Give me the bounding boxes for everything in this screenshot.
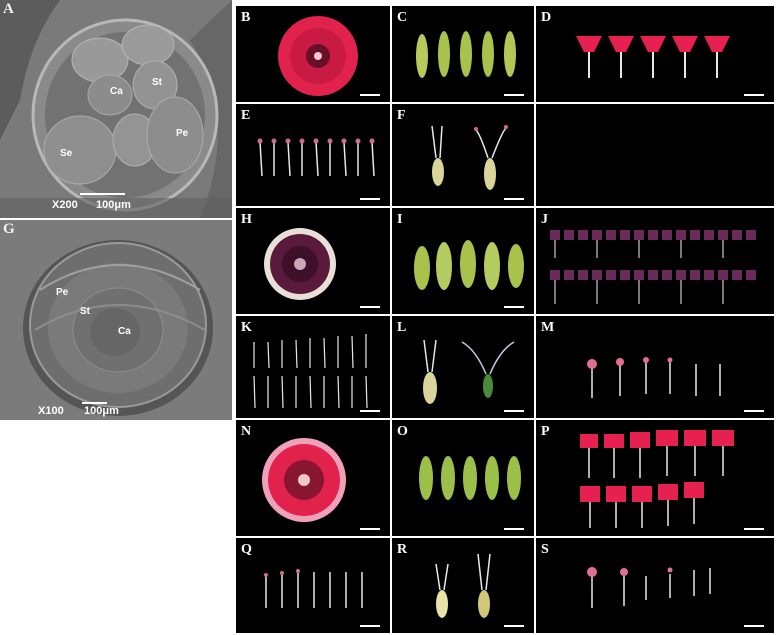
scale-bar <box>360 625 380 627</box>
panel-letter: B <box>241 10 251 25</box>
petals-image <box>536 316 774 418</box>
panel-letter: D <box>541 10 552 25</box>
panel-j <box>536 208 774 314</box>
scale-bar <box>504 625 524 627</box>
petals-image <box>536 6 774 102</box>
scale-bar <box>82 402 107 404</box>
label-ca: Ca <box>110 86 123 97</box>
stamens-image <box>236 316 390 418</box>
sepals-image <box>392 208 534 314</box>
scale-label: 100μm <box>84 405 119 417</box>
pistil-image <box>392 316 534 418</box>
panel-letter: E <box>241 108 251 123</box>
scale-bar <box>360 94 380 96</box>
label-st: St <box>80 306 90 317</box>
scale-bar <box>360 306 380 308</box>
scale-bar <box>80 193 125 195</box>
panel-p <box>536 420 774 536</box>
panel-h <box>236 208 390 314</box>
scale-bar <box>744 94 764 96</box>
panel-q <box>236 538 390 633</box>
magnification: X100 <box>38 405 64 417</box>
panel-letter: C <box>397 10 408 25</box>
scale-bar <box>504 306 524 308</box>
scale-bar <box>360 410 380 412</box>
panel-l <box>392 316 534 418</box>
panel-letter: Q <box>241 542 252 557</box>
panel-o <box>392 420 534 536</box>
panel-letter: S <box>541 542 549 557</box>
label-st: St <box>152 77 162 88</box>
label-pe: Pe <box>176 128 189 139</box>
panel-letter: L <box>397 320 407 335</box>
panel-letter: J <box>541 212 548 227</box>
flower-image <box>236 6 390 102</box>
photo-grid <box>236 6 774 633</box>
flower-image <box>236 420 390 536</box>
panel-d <box>536 6 774 102</box>
panel-letter: A <box>3 1 14 17</box>
panel-f <box>392 104 534 206</box>
label-ca: Ca <box>118 326 131 337</box>
pistil-image <box>392 104 534 206</box>
panel-k <box>236 316 390 418</box>
panel-letter: F <box>397 108 406 123</box>
flower-image <box>236 208 390 314</box>
sepals-image <box>392 420 534 536</box>
petals-image <box>536 538 774 633</box>
panel-letter: N <box>241 424 252 439</box>
panel-letter: K <box>241 320 252 335</box>
scale-label: 100μm <box>96 199 131 211</box>
label-pe: Pe <box>56 287 69 298</box>
scale-bar <box>360 198 380 200</box>
sem-panel-g <box>0 220 232 420</box>
sem-image-a <box>0 0 232 218</box>
panel-m <box>536 316 774 418</box>
panel-n <box>236 420 390 536</box>
panel-letter: I <box>397 212 403 227</box>
stamens-image <box>236 104 390 206</box>
sem-panel-a <box>0 0 232 218</box>
scale-bar <box>504 410 524 412</box>
pistil-image <box>392 538 534 633</box>
panel-letter: O <box>397 424 408 439</box>
panel-letter: H <box>241 212 252 227</box>
scale-bar <box>504 528 524 530</box>
sepals-image <box>392 6 534 102</box>
petals-image <box>536 208 774 314</box>
panel-c <box>392 6 534 102</box>
petals-image <box>536 420 774 536</box>
panel-letter: G <box>3 221 15 237</box>
panel-letter: P <box>541 424 550 439</box>
scale-bar <box>360 528 380 530</box>
panel-letter: R <box>397 542 408 557</box>
panel-letter: M <box>541 320 555 335</box>
stamens-image <box>236 538 390 633</box>
scale-bar <box>744 528 764 530</box>
panel-s <box>536 538 774 633</box>
magnification: X200 <box>52 199 78 211</box>
scale-bar <box>504 198 524 200</box>
sem-image-g <box>0 220 232 420</box>
label-se: Se <box>60 148 73 159</box>
panel-empty <box>536 104 774 206</box>
scale-bar <box>744 625 764 627</box>
panel-e <box>236 104 390 206</box>
panel-r <box>392 538 534 633</box>
scale-bar <box>744 410 764 412</box>
panel-i <box>392 208 534 314</box>
scale-bar <box>504 94 524 96</box>
panel-b <box>236 6 390 102</box>
